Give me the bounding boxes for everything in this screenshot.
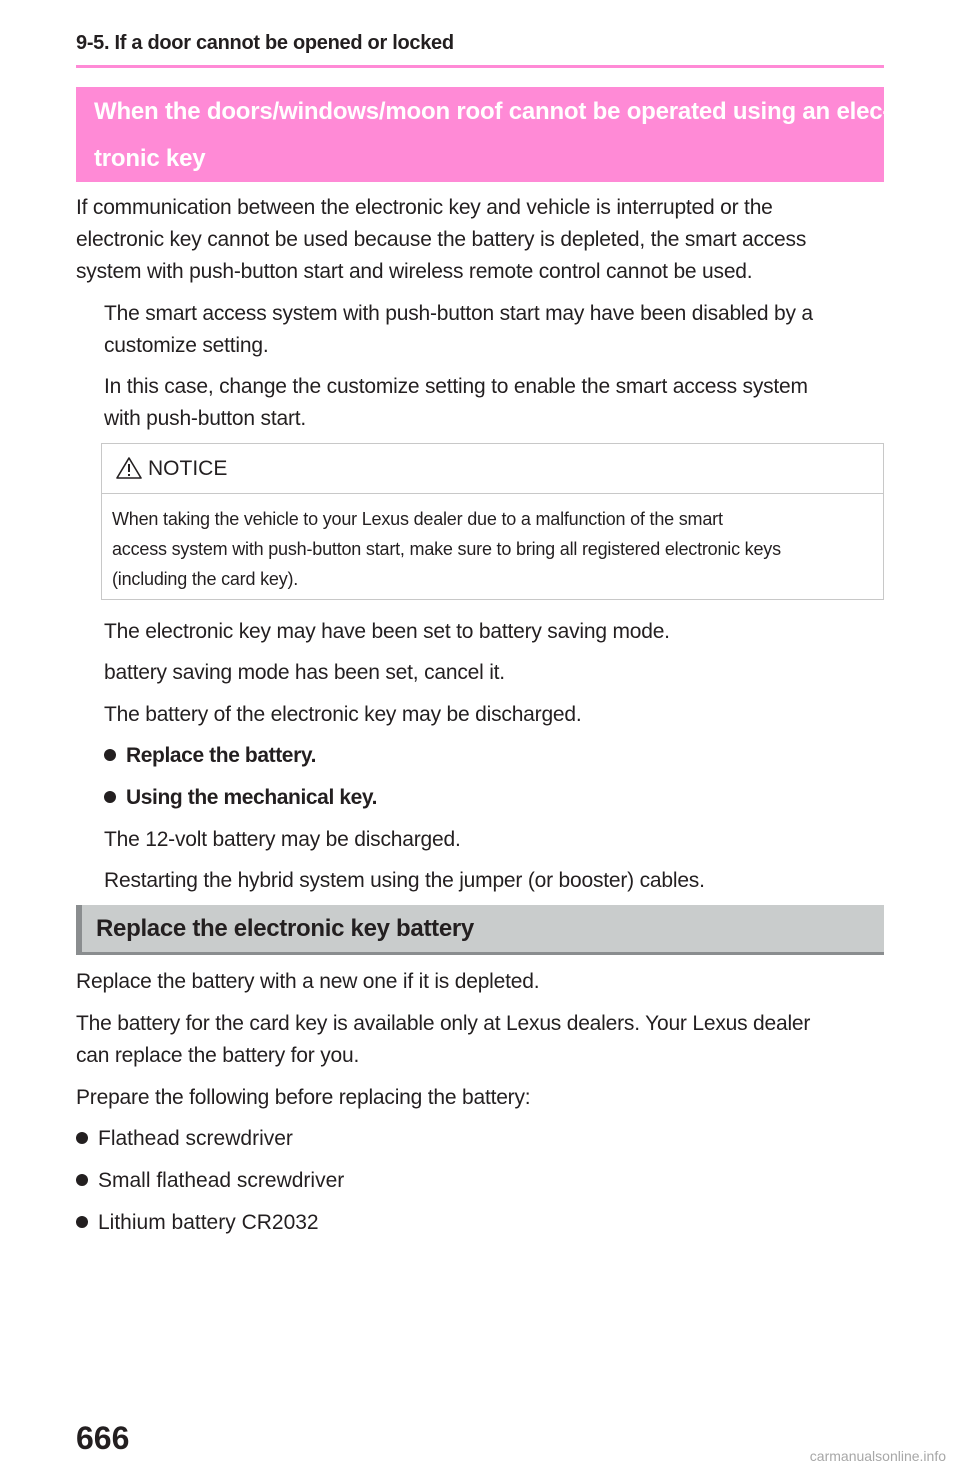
cause2: The electronic key may have been set to battery saving mode.: [104, 620, 670, 643]
section-title: 9-5. If a door cannot be opened or locked: [76, 32, 454, 54]
header-rule: [76, 65, 884, 68]
replace-p2-line-2: can replace the battery for you.: [76, 1044, 360, 1067]
remedy4: Restarting the hybrid system using the jumper (or booster) cables.: [104, 869, 705, 892]
tool-item-2: Small flathead screwdriver: [98, 1169, 345, 1192]
cause1-line-1: The smart access system with push-button start may have been disabled by a: [104, 302, 813, 325]
replace-p2-line-1: The battery for the card key is available only at Lexus dealers. Your Lexus dealer: [76, 1012, 811, 1035]
remedy3-item-2: Using the mechanical key.: [126, 786, 378, 809]
list-item: [76, 1207, 319, 1239]
notice-header: [102, 444, 883, 494]
tool-item-3: Lithium battery CR2032: [98, 1211, 319, 1234]
remedy1-line-1: In this case, change the customize setting to enable the smart access system: [104, 375, 808, 398]
notice-title: NOTICE: [148, 457, 228, 480]
cause4: The 12-volt battery may be discharged.: [104, 828, 461, 851]
intro-line-1: If communication between the electronic key and vehicle is interrupted or the: [76, 196, 773, 219]
banner-title-line1: When the doors/windows/moon roof cannot be operated using an elec-: [94, 98, 891, 125]
bullet-icon: [76, 1216, 88, 1228]
replace-p1: Replace the battery with a new one if it is depleted.: [76, 970, 540, 993]
warning-triangle-icon: [116, 456, 142, 480]
watermark: carmanualsonline.info: [809, 1448, 946, 1464]
remedy3-item-1: Replace the battery.: [126, 744, 317, 767]
notice-line-3: (including the card key).: [112, 569, 299, 589]
page-number: 666: [76, 1420, 130, 1456]
cause1-line-2: customize setting.: [104, 334, 269, 357]
list-item: [104, 740, 316, 772]
running-header: [76, 30, 884, 68]
list-item: [76, 1123, 293, 1155]
list-item: [76, 1165, 344, 1197]
banner-title-line2: tronic key: [94, 145, 206, 172]
intro-line-3: system with push-button start and wireless remote control cannot be used.: [76, 260, 753, 283]
section-banner-pink: [76, 87, 891, 182]
bullet-icon: [104, 749, 116, 761]
banner2-title: Replace the electronic key battery: [96, 915, 474, 942]
replace-p3: Prepare the following before replacing the battery:: [76, 1086, 531, 1109]
bullet-icon: [76, 1174, 88, 1186]
notice-line-2: access system with push-button start, make sure to bring all registered electronic keys: [112, 539, 781, 559]
remedy1-line-2: with push-button start.: [104, 407, 307, 430]
notice-box: [101, 443, 884, 600]
cause3: The battery of the electronic key may be discharged.: [104, 703, 582, 726]
remedy2: battery saving mode has been set, cancel it.: [104, 661, 505, 684]
tool-item-1: Flathead screwdriver: [98, 1127, 293, 1150]
notice-line-1: When taking the vehicle to your Lexus dealer due to a malfunction of the smart: [112, 509, 723, 529]
intro-line-2: electronic key cannot be used because the battery is depleted, the smart access: [76, 228, 807, 251]
section-banner-gray: [76, 905, 884, 955]
list-item: [104, 782, 377, 814]
bullet-icon: [104, 791, 116, 803]
notice-body: [112, 504, 781, 594]
bullet-icon: [76, 1132, 88, 1144]
